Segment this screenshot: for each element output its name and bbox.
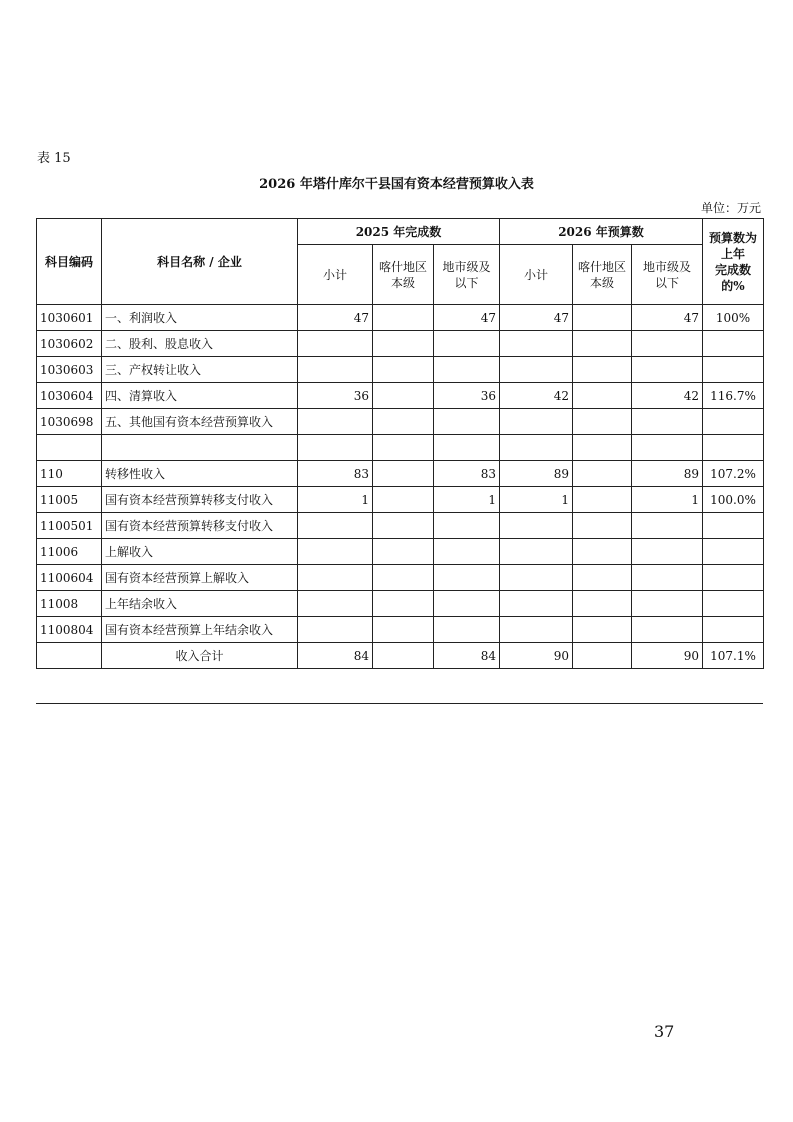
cell-2025-city bbox=[434, 513, 500, 539]
cell-2026-kashgar bbox=[573, 409, 632, 435]
cell-ratio: 100% bbox=[703, 305, 764, 331]
cell-2026-subtotal bbox=[500, 331, 573, 357]
cell-2026-subtotal bbox=[500, 539, 573, 565]
cell-ratio bbox=[703, 435, 764, 461]
cell-name: 一、利润收入 bbox=[102, 305, 298, 331]
cell-2026-kashgar bbox=[573, 487, 632, 513]
table-row bbox=[37, 617, 764, 643]
cell-name: 国有资本经营预算转移支付收入 bbox=[102, 513, 298, 539]
cell-ratio bbox=[703, 539, 764, 565]
cell-2025-subtotal: 1 bbox=[298, 487, 373, 513]
cell-2026-city: 89 bbox=[632, 461, 703, 487]
cell-code: 1100501 bbox=[37, 513, 102, 539]
cell-2026-city bbox=[632, 565, 703, 591]
cell-ratio: 100.0% bbox=[703, 487, 764, 513]
cell-2025-subtotal bbox=[298, 617, 373, 643]
page-number: 37 bbox=[654, 1022, 675, 1041]
cell-2025-subtotal: 84 bbox=[298, 643, 373, 669]
cell-2026-subtotal: 90 bbox=[500, 643, 573, 669]
cell-ratio bbox=[703, 565, 764, 591]
cell-name bbox=[102, 435, 298, 461]
cell-ratio bbox=[703, 591, 764, 617]
table-row bbox=[37, 591, 764, 617]
cell-2025-city: 47 bbox=[434, 305, 500, 331]
cell-ratio bbox=[703, 357, 764, 383]
cell-code bbox=[37, 435, 102, 461]
cell-2026-kashgar bbox=[573, 539, 632, 565]
cell-2025-kashgar bbox=[373, 591, 434, 617]
header-2026-subtotal: 小计 bbox=[500, 245, 573, 305]
cell-2026-subtotal bbox=[500, 435, 573, 461]
cell-2025-kashgar bbox=[373, 305, 434, 331]
header-city-line2: 以下 bbox=[654, 275, 679, 290]
cell-name: 上年结余收入 bbox=[102, 591, 298, 617]
cell-name: 上解收入 bbox=[102, 539, 298, 565]
header-2025-subtotal: 小计 bbox=[298, 245, 373, 305]
budget-table bbox=[36, 218, 764, 669]
cell-2025-subtotal bbox=[298, 409, 373, 435]
cell-2025-subtotal: 36 bbox=[298, 383, 373, 409]
cell-code: 1030603 bbox=[37, 357, 102, 383]
header-ratio-line3: 完成数 bbox=[714, 262, 751, 277]
page-title: 2026 年塔什库尔干县国有资本经营预算收入表 bbox=[259, 177, 534, 192]
cell-2025-subtotal bbox=[298, 435, 373, 461]
cell-2026-city bbox=[632, 513, 703, 539]
cell-2025-kashgar bbox=[373, 409, 434, 435]
cell-code: 1100604 bbox=[37, 565, 102, 591]
cell-2025-city: 36 bbox=[434, 383, 500, 409]
header-kashgar-line1: 喀什地区 bbox=[378, 259, 427, 274]
header-kashgar-line1: 喀什地区 bbox=[577, 259, 626, 274]
cell-2025-kashgar bbox=[373, 643, 434, 669]
cell-2025-city: 83 bbox=[434, 461, 500, 487]
cell-name: 五、其他国有资本经营预算收入 bbox=[102, 409, 298, 435]
cell-2026-subtotal bbox=[500, 409, 573, 435]
cell-2026-subtotal bbox=[500, 591, 573, 617]
cell-2026-kashgar bbox=[573, 435, 632, 461]
cell-name: 国有资本经营预算转移支付收入 bbox=[102, 487, 298, 513]
cell-ratio bbox=[703, 409, 764, 435]
header-ratio bbox=[703, 219, 764, 305]
header-code: 科目编码 bbox=[37, 219, 102, 305]
header-2025: 2025 年完成数 bbox=[298, 219, 500, 245]
cell-2026-kashgar bbox=[573, 513, 632, 539]
cell-2025-kashgar bbox=[373, 565, 434, 591]
header-city-line1: 地市级及 bbox=[642, 259, 691, 274]
cell-code: 110 bbox=[37, 461, 102, 487]
cell-2025-city bbox=[434, 357, 500, 383]
cell-2025-subtotal bbox=[298, 539, 373, 565]
cell-2026-kashgar bbox=[573, 461, 632, 487]
cell-2025-kashgar bbox=[373, 435, 434, 461]
cell-2026-subtotal: 47 bbox=[500, 305, 573, 331]
cell-ratio bbox=[703, 513, 764, 539]
table-row bbox=[37, 513, 764, 539]
cell-2025-kashgar bbox=[373, 513, 434, 539]
cell-code: 1030604 bbox=[37, 383, 102, 409]
cell-2026-subtotal bbox=[500, 357, 573, 383]
cell-2026-subtotal: 89 bbox=[500, 461, 573, 487]
cell-code: 11006 bbox=[37, 539, 102, 565]
cell-code: 11008 bbox=[37, 591, 102, 617]
cell-name: 国有资本经营预算上年结余收入 bbox=[102, 617, 298, 643]
cell-code: 1030602 bbox=[37, 331, 102, 357]
table-row bbox=[37, 331, 764, 357]
cell-2026-kashgar bbox=[573, 643, 632, 669]
cell-2026-city bbox=[632, 617, 703, 643]
cell-2026-subtotal: 42 bbox=[500, 383, 573, 409]
cell-ratio bbox=[703, 331, 764, 357]
cell-2025-kashgar bbox=[373, 461, 434, 487]
table-row bbox=[37, 383, 764, 409]
cell-2025-city bbox=[434, 409, 500, 435]
header-2026: 2026 年预算数 bbox=[500, 219, 703, 245]
cell-2025-city bbox=[434, 617, 500, 643]
cell-2025-city bbox=[434, 435, 500, 461]
cell-2025-city: 84 bbox=[434, 643, 500, 669]
cell-total-label: 收入合计 bbox=[102, 643, 298, 669]
cell-2026-kashgar bbox=[573, 331, 632, 357]
cell-2026-kashgar bbox=[573, 357, 632, 383]
table-row bbox=[37, 357, 764, 383]
cell-2026-city bbox=[632, 357, 703, 383]
header-2025-kashgar bbox=[373, 245, 434, 305]
cell-ratio: 116.7% bbox=[703, 383, 764, 409]
header-ratio-line1: 预算数为 bbox=[708, 230, 757, 245]
header-ratio-line4: 的% bbox=[721, 278, 745, 293]
cell-2026-subtotal bbox=[500, 513, 573, 539]
header-name: 科目名称 / 企业 bbox=[102, 219, 298, 305]
table-row bbox=[37, 539, 764, 565]
table-label: 表 15 bbox=[37, 151, 71, 166]
cell-2026-city bbox=[632, 591, 703, 617]
cell-2026-subtotal bbox=[500, 565, 573, 591]
cell-2026-kashgar bbox=[573, 305, 632, 331]
cell-2026-city: 47 bbox=[632, 305, 703, 331]
cell-2026-city: 1 bbox=[632, 487, 703, 513]
header-city-line2: 以下 bbox=[454, 275, 479, 290]
cell-name: 二、股利、股息收入 bbox=[102, 331, 298, 357]
header-ratio-line2: 上年 bbox=[720, 246, 745, 261]
cell-2025-kashgar bbox=[373, 487, 434, 513]
cell-2025-subtotal bbox=[298, 591, 373, 617]
cell-2026-kashgar bbox=[573, 591, 632, 617]
cell-ratio bbox=[703, 617, 764, 643]
cell-2026-city: 90 bbox=[632, 643, 703, 669]
cell-2025-subtotal bbox=[298, 513, 373, 539]
cell-code bbox=[37, 643, 102, 669]
header-city-line1: 地市级及 bbox=[442, 259, 491, 274]
cell-2025-city bbox=[434, 565, 500, 591]
cell-2025-kashgar bbox=[373, 357, 434, 383]
cell-code: 1100804 bbox=[37, 617, 102, 643]
header-2025-city bbox=[434, 245, 500, 305]
cell-2026-kashgar bbox=[573, 565, 632, 591]
unit-note: 单位：万元 bbox=[700, 201, 761, 215]
table-row bbox=[37, 409, 764, 435]
table-row bbox=[37, 305, 764, 331]
table-row bbox=[37, 461, 764, 487]
cell-2026-subtotal: 1 bbox=[500, 487, 573, 513]
cell-2025-subtotal bbox=[298, 331, 373, 357]
cell-2025-city bbox=[434, 331, 500, 357]
table-row bbox=[37, 435, 764, 461]
cell-name: 国有资本经营预算上解收入 bbox=[102, 565, 298, 591]
table-row bbox=[37, 565, 764, 591]
cell-name: 转移性收入 bbox=[102, 461, 298, 487]
cell-ratio: 107.2% bbox=[703, 461, 764, 487]
cell-2025-subtotal bbox=[298, 565, 373, 591]
cell-2026-city: 42 bbox=[632, 383, 703, 409]
cell-ratio: 107.1% bbox=[703, 643, 764, 669]
cell-name: 三、产权转让收入 bbox=[102, 357, 298, 383]
cell-2025-city: 1 bbox=[434, 487, 500, 513]
cell-name: 四、清算收入 bbox=[102, 383, 298, 409]
header-kashgar-line2: 本级 bbox=[390, 275, 415, 290]
cell-2026-kashgar bbox=[573, 383, 632, 409]
cell-2026-city bbox=[632, 331, 703, 357]
total-row bbox=[37, 643, 764, 669]
cell-code: 1030601 bbox=[37, 305, 102, 331]
header-kashgar-line2: 本级 bbox=[589, 275, 614, 290]
cell-code: 1030698 bbox=[37, 409, 102, 435]
cell-2025-city bbox=[434, 539, 500, 565]
cell-2025-kashgar bbox=[373, 539, 434, 565]
cell-2025-subtotal: 47 bbox=[298, 305, 373, 331]
cell-2026-subtotal bbox=[500, 617, 573, 643]
table-row bbox=[37, 487, 764, 513]
cell-2026-city bbox=[632, 435, 703, 461]
cell-2025-kashgar bbox=[373, 617, 434, 643]
cell-code: 11005 bbox=[37, 487, 102, 513]
cell-2025-kashgar bbox=[373, 383, 434, 409]
cell-2025-city bbox=[434, 591, 500, 617]
cell-2025-kashgar bbox=[373, 331, 434, 357]
cell-2026-kashgar bbox=[573, 617, 632, 643]
cell-2025-subtotal bbox=[298, 357, 373, 383]
cell-2026-city bbox=[632, 409, 703, 435]
header-2026-kashgar bbox=[573, 245, 632, 305]
cell-2025-subtotal: 83 bbox=[298, 461, 373, 487]
header-2026-city bbox=[632, 245, 703, 305]
footer-divider bbox=[36, 703, 763, 704]
cell-2026-city bbox=[632, 539, 703, 565]
